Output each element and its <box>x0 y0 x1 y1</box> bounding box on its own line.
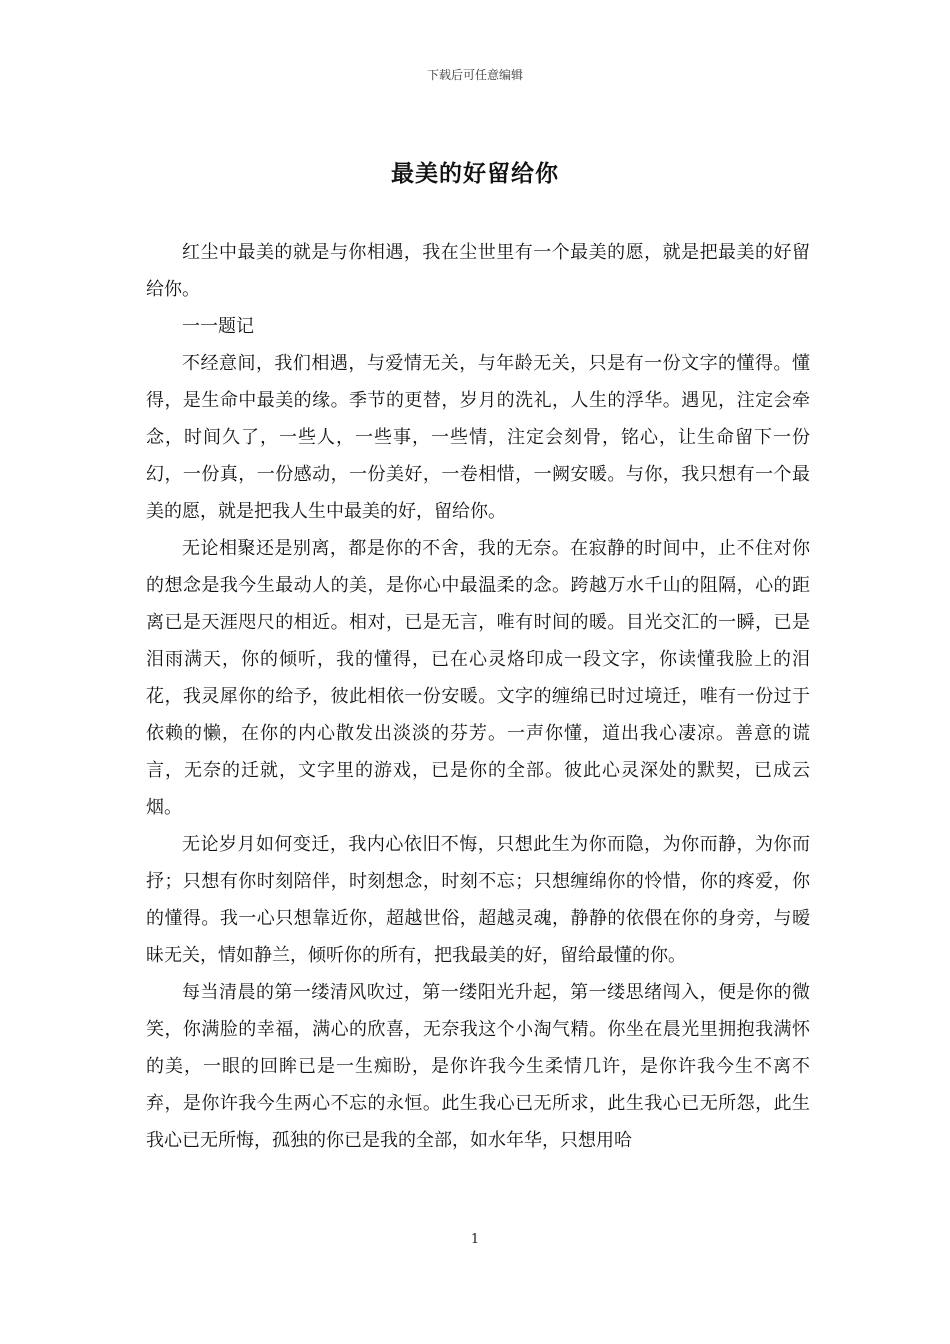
page-header: 下载后可任意编辑 <box>426 68 523 82</box>
page-number: 1 <box>470 1232 480 1247</box>
paragraph-4: 无论岁月如何变迁，我内心依旧不悔，只想此生为你而隐，为你而静，为你而抒；只想有你时刻陪伴，时刻想念，时刻不忘；只想缠绵你的怜惜，你的疼爱，你的懂得。我一心只想靠近你，超越世俗，超越灵魂，静静的依偎在你的身旁，与暧昧无关，情如静兰，倾听你的所有，把我最美的好，留给最懂的你。 <box>146 834 810 966</box>
document-body <box>146 234 810 1159</box>
document-title: 最美的好留给你 <box>391 160 559 187</box>
paragraph-epigraph: 一一题记 <box>182 316 254 337</box>
paragraph-5: 每当清晨的第一缕清风吹过，第一缕阳光升起，第一缕思绪闯入，便是你的微笑，你满脸的幸福，满心的欣喜，无奈我这个小淘气精。你坐在晨光里拥抱我满怀的美，一眼的回眸已是一生痴盼，是你许我今生柔情几许，是你许我今生不离不弃，是你许我今生两心不忘的永恒。此生我心已无所求，此生我心已无所怨，此生我心已无所悔，孤独的你已是我的全部，如水年华，只想用哈 <box>146 982 810 1151</box>
paragraph-2: 不经意间，我们相遇，与爱情无关，与年龄无关，只是有一份文字的懂得。懂得，是生命中最美的缘。季节的更替，岁月的洗礼，人生的浮华。遇见，注定会牵念，时间久了，一些人，一些事，一些情，注定会刻骨，铭心，让生命留下一份幻，一份真，一份感动，一份美好，一卷相惜，一阙安暖。与你，我只想有一个最美的愿，就是把我人生中最美的好，留给你。 <box>146 353 810 522</box>
paragraph-3: 无论相聚还是别离，都是你的不舍，我的无奈。在寂静的时间中，止不住对你的想念是我今生最动人的美，是你心中最温柔的念。跨越万水千山的阻隔，心的距离已是天涯咫尺的相近。相对，已是无言，唯有时间的暖。目光交汇的一瞬，已是泪雨满天，你的倾听，我的懂得，已在心灵烙印成一段文字，你读懂我脸上的泪花，我灵犀你的给予，彼此相依一份安暖。文字的缠绵已时过境迁，唯有一份过于依赖的懒，在你的内心散发出淡淡的芬芳。一声你懂，道出我心凄凉。善意的谎言，无奈的迁就，文字里的游戏，已是你的全部。彼此心灵深处的默契，已成云烟。 <box>146 538 810 818</box>
paragraph-1: 红尘中最美的就是与你相遇，我在尘世里有一个最美的愿，就是把最美的好留给你。 <box>146 242 810 300</box>
